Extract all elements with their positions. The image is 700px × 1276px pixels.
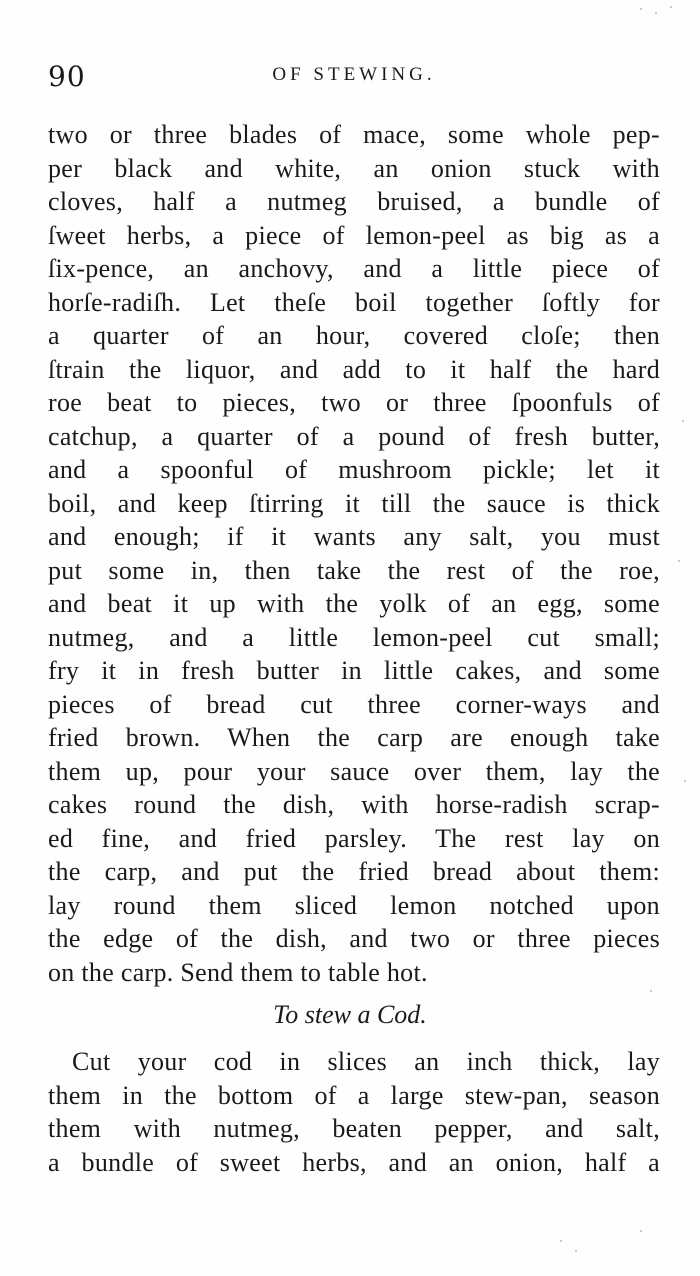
- scan-speck: [575, 1250, 577, 1252]
- scan-speck: [670, 6, 672, 8]
- text-line: ſtrain the liquor, and add to it half the hard: [48, 354, 660, 384]
- running-title: OF STEWING.: [272, 64, 436, 85]
- scan-speck: [650, 990, 652, 992]
- text-line: put some in, then take the rest of the roe,: [48, 555, 660, 585]
- text-line: Cut your cod in slices an inch thick, lay: [72, 1047, 660, 1076]
- section-heading: To stew a Cod.: [273, 1000, 427, 1029]
- text-line: ſix-pence, an anchovy, and a little piece of: [48, 254, 660, 283]
- text-line: them up, pour your sauce over them, lay the: [48, 756, 660, 786]
- text-line: and enough; if it wants any salt, you must: [48, 522, 660, 551]
- text-line: per black and white, an onion stuck with: [48, 153, 660, 183]
- paragraph-stew-cod: [48, 1045, 660, 1179]
- text-line: the carp, and put the fried bread about them:: [48, 857, 660, 886]
- text-line: them with nutmeg, beaten pepper, and salt,: [48, 1114, 660, 1143]
- text-line: roe beat to pieces, two or three ſpoonfuls of: [48, 388, 660, 417]
- text-line: horſe-radiſh. Let theſe boil together ſoftly for: [48, 287, 660, 317]
- scan-speck: [640, 8, 642, 10]
- running-head: [48, 60, 660, 92]
- scan-speck: [678, 560, 680, 562]
- text-line: a quarter of an hour, covered cloſe; then: [48, 321, 660, 350]
- text-line: catchup, a quarter of a pound of fresh butter,: [48, 421, 660, 451]
- scan-speck: [684, 780, 686, 782]
- text-line: and beat it up with the yolk of an egg, some: [48, 589, 660, 618]
- text-line: fry it in fresh butter in little cakes, and some: [48, 656, 660, 685]
- text-line: and a spoonful of mushroom pickle; let it: [48, 455, 660, 484]
- text-line: the edge of the dish, and two or three pieces: [48, 924, 660, 953]
- page-number: 90: [48, 60, 86, 93]
- scan-speck: [682, 420, 684, 422]
- text-line: a bundle of sweet herbs, and an onion, half a: [48, 1147, 660, 1177]
- scan-speck: [560, 1240, 562, 1242]
- text-line: boil, and keep ſtirring it till the sauce is thick: [48, 488, 660, 518]
- text-line: ſweet herbs, a piece of lemon-peel as big as a: [48, 220, 660, 250]
- text-line: fried brown. When the carp are enough take: [48, 723, 660, 752]
- text-line: ed fine, and fried parsley. The rest lay on: [48, 823, 660, 853]
- text-line: cloves, half a nutmeg bruised, a bundle of: [48, 187, 660, 216]
- scan-speck: [640, 1230, 642, 1232]
- paragraph-stewed-carp: [48, 118, 660, 989]
- text-line: them in the bottom of a large stew-pan, season: [48, 1080, 660, 1110]
- text-line: pieces of bread cut three corner-ways and: [48, 689, 660, 719]
- scan-speck: [655, 12, 657, 14]
- text-line: two or three blades of mace, some whole pep-: [48, 120, 660, 149]
- text-line: cakes round the dish, with horse-radish scrap-: [48, 790, 660, 819]
- text-line: nutmeg, and a little lemon-peel cut small;: [48, 622, 660, 652]
- text-line: lay round them sliced lemon notched upon: [48, 890, 660, 920]
- text-line: on the carp. Send them to table hot.: [48, 957, 428, 987]
